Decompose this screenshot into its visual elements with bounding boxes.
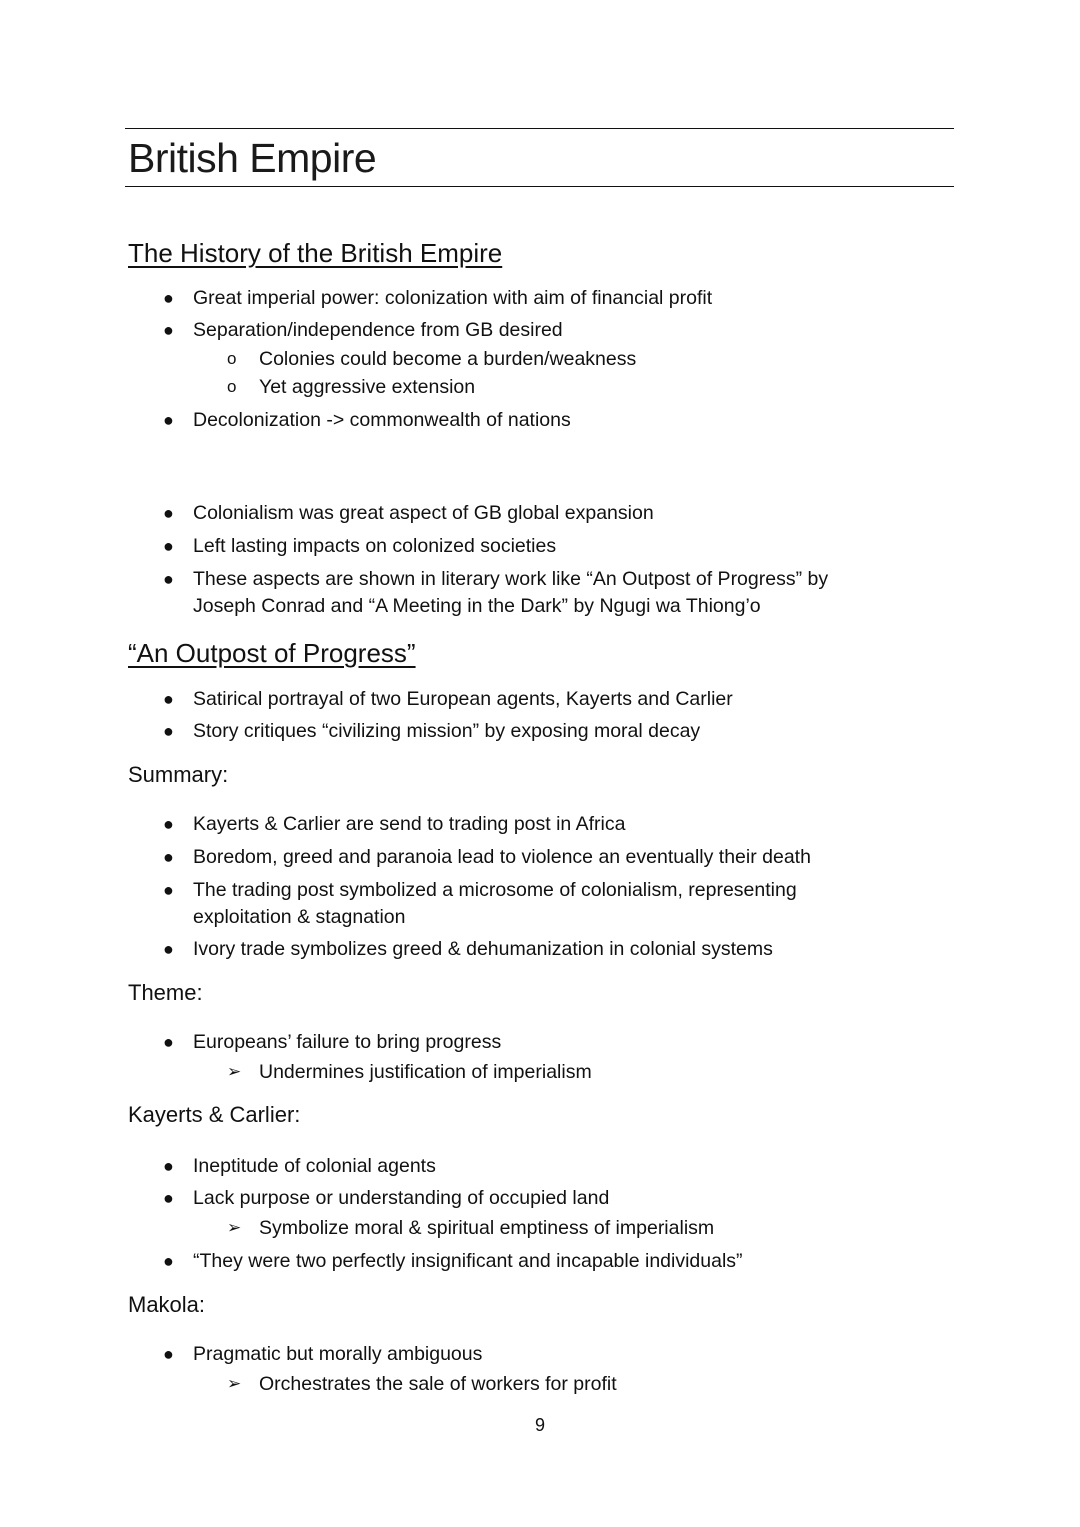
bullet-icon: ● — [163, 536, 174, 556]
bullet-icon: ● — [163, 1251, 174, 1271]
makola-label: Makola: — [128, 1292, 206, 1317]
list-item-text: Great imperial power: colonization with aim of financial profit — [193, 287, 713, 309]
theme-label: Theme: — [128, 980, 203, 1005]
bullet-icon: ● — [163, 288, 174, 308]
outpost-heading: “An Outpost of Progress” — [128, 638, 416, 668]
list-item — [0, 1029, 1080, 1055]
bullet-icon: ● — [163, 880, 174, 900]
bullet-icon: ● — [163, 320, 174, 340]
list-item — [0, 936, 1080, 962]
list-item-text: The trading post symbolized a microsome of colonialism, representing — [193, 879, 797, 901]
list-item-text: Pragmatic but morally ambiguous — [193, 1343, 483, 1365]
sub-list-item — [0, 1215, 1080, 1241]
bullet-icon: ● — [163, 814, 174, 834]
list-item-text: Ineptitude of colonial agents — [193, 1155, 436, 1177]
summary-label: Summary: — [128, 762, 229, 787]
bottom-rule — [125, 186, 954, 187]
bullet-icon: ● — [163, 1344, 174, 1364]
arrow-bullet-icon: ➢ — [227, 1374, 242, 1393]
sub-list-item — [0, 1371, 1080, 1397]
sub-list-item — [0, 346, 1080, 372]
list-item-text: Satirical portrayal of two European agents, Kayerts and Carlier — [193, 688, 733, 710]
list-item-text: Kayerts & Carlier are send to trading post in Africa — [193, 813, 626, 835]
list-item-text-continued: exploitation & stagnation — [193, 906, 406, 928]
page-title: British Empire — [128, 135, 377, 181]
list-item-text: Colonialism was great aspect of GB global expansion — [193, 502, 654, 524]
list-item — [0, 686, 1080, 712]
page-number: 9 — [534, 1415, 545, 1435]
list-item-text: Ivory trade symbolizes greed & dehumanization in colonial systems — [193, 938, 773, 960]
history-heading: The History of the British Empire — [128, 238, 503, 268]
list-item-text: Story critiques “civilizing mission” by exposing moral decay — [193, 720, 701, 742]
bullet-icon: ● — [163, 569, 174, 589]
bullet-icon: ● — [163, 1188, 174, 1208]
list-item — [0, 1185, 1080, 1211]
list-item — [0, 500, 1080, 526]
list-item-text: Symbolize moral & spiritual emptiness of imperialism — [259, 1217, 715, 1239]
sub-list-item — [0, 1059, 1080, 1085]
bullet-icon: ● — [163, 503, 174, 523]
list-item-text: Decolonization -> commonwealth of nations — [193, 409, 571, 431]
arrow-bullet-icon: ➢ — [227, 1218, 242, 1237]
list-item-text: These aspects are shown in literary work like “An Outpost of Progress” by — [193, 568, 829, 590]
list-item — [0, 285, 1080, 311]
bullet-icon: ● — [163, 721, 174, 741]
list-item — [0, 317, 1080, 343]
bullet-icon: ● — [163, 689, 174, 709]
bullet-icon: ● — [163, 410, 174, 430]
circle-bullet-icon: o — [227, 349, 237, 368]
list-item — [0, 877, 1080, 903]
list-item — [0, 811, 1080, 837]
list-item — [0, 1248, 1080, 1274]
list-item-text: Undermines justification of imperialism — [259, 1061, 592, 1083]
sub-list-item — [0, 374, 1080, 400]
list-item-text: Yet aggressive extension — [259, 376, 476, 398]
list-item-text: Boredom, greed and paranoia lead to violence an eventually their death — [193, 846, 811, 868]
circle-bullet-icon: o — [227, 377, 237, 396]
list-item-text: “They were two perfectly insignificant and incapable individuals” — [193, 1250, 743, 1272]
list-item — [0, 718, 1080, 744]
list-item — [0, 1341, 1080, 1367]
list-item-text: Colonies could become a burden/weakness — [259, 348, 637, 370]
list-item — [0, 566, 1080, 592]
list-item-text-continued: Joseph Conrad and “A Meeting in the Dark” by Ngugi wa Thiong’o — [193, 595, 761, 617]
bullet-icon: ● — [163, 1156, 174, 1176]
list-item-text: Orchestrates the sale of workers for profit — [259, 1373, 617, 1395]
arrow-bullet-icon: ➢ — [227, 1062, 242, 1081]
bullet-icon: ● — [163, 847, 174, 867]
list-item — [0, 1153, 1080, 1179]
bullet-icon: ● — [163, 1032, 174, 1052]
list-item — [0, 844, 1080, 870]
top-rule — [125, 128, 954, 129]
list-item-text: Lack purpose or understanding of occupied land — [193, 1187, 610, 1209]
list-item-text: Separation/independence from GB desired — [193, 319, 563, 341]
bullet-icon: ● — [163, 939, 174, 959]
kayerts-carlier-label: Kayerts & Carlier: — [128, 1102, 301, 1127]
list-item-text: Left lasting impacts on colonized societies — [193, 535, 557, 557]
list-item — [0, 533, 1080, 559]
list-item — [0, 407, 1080, 433]
list-item-text: Europeans’ failure to bring progress — [193, 1031, 502, 1053]
